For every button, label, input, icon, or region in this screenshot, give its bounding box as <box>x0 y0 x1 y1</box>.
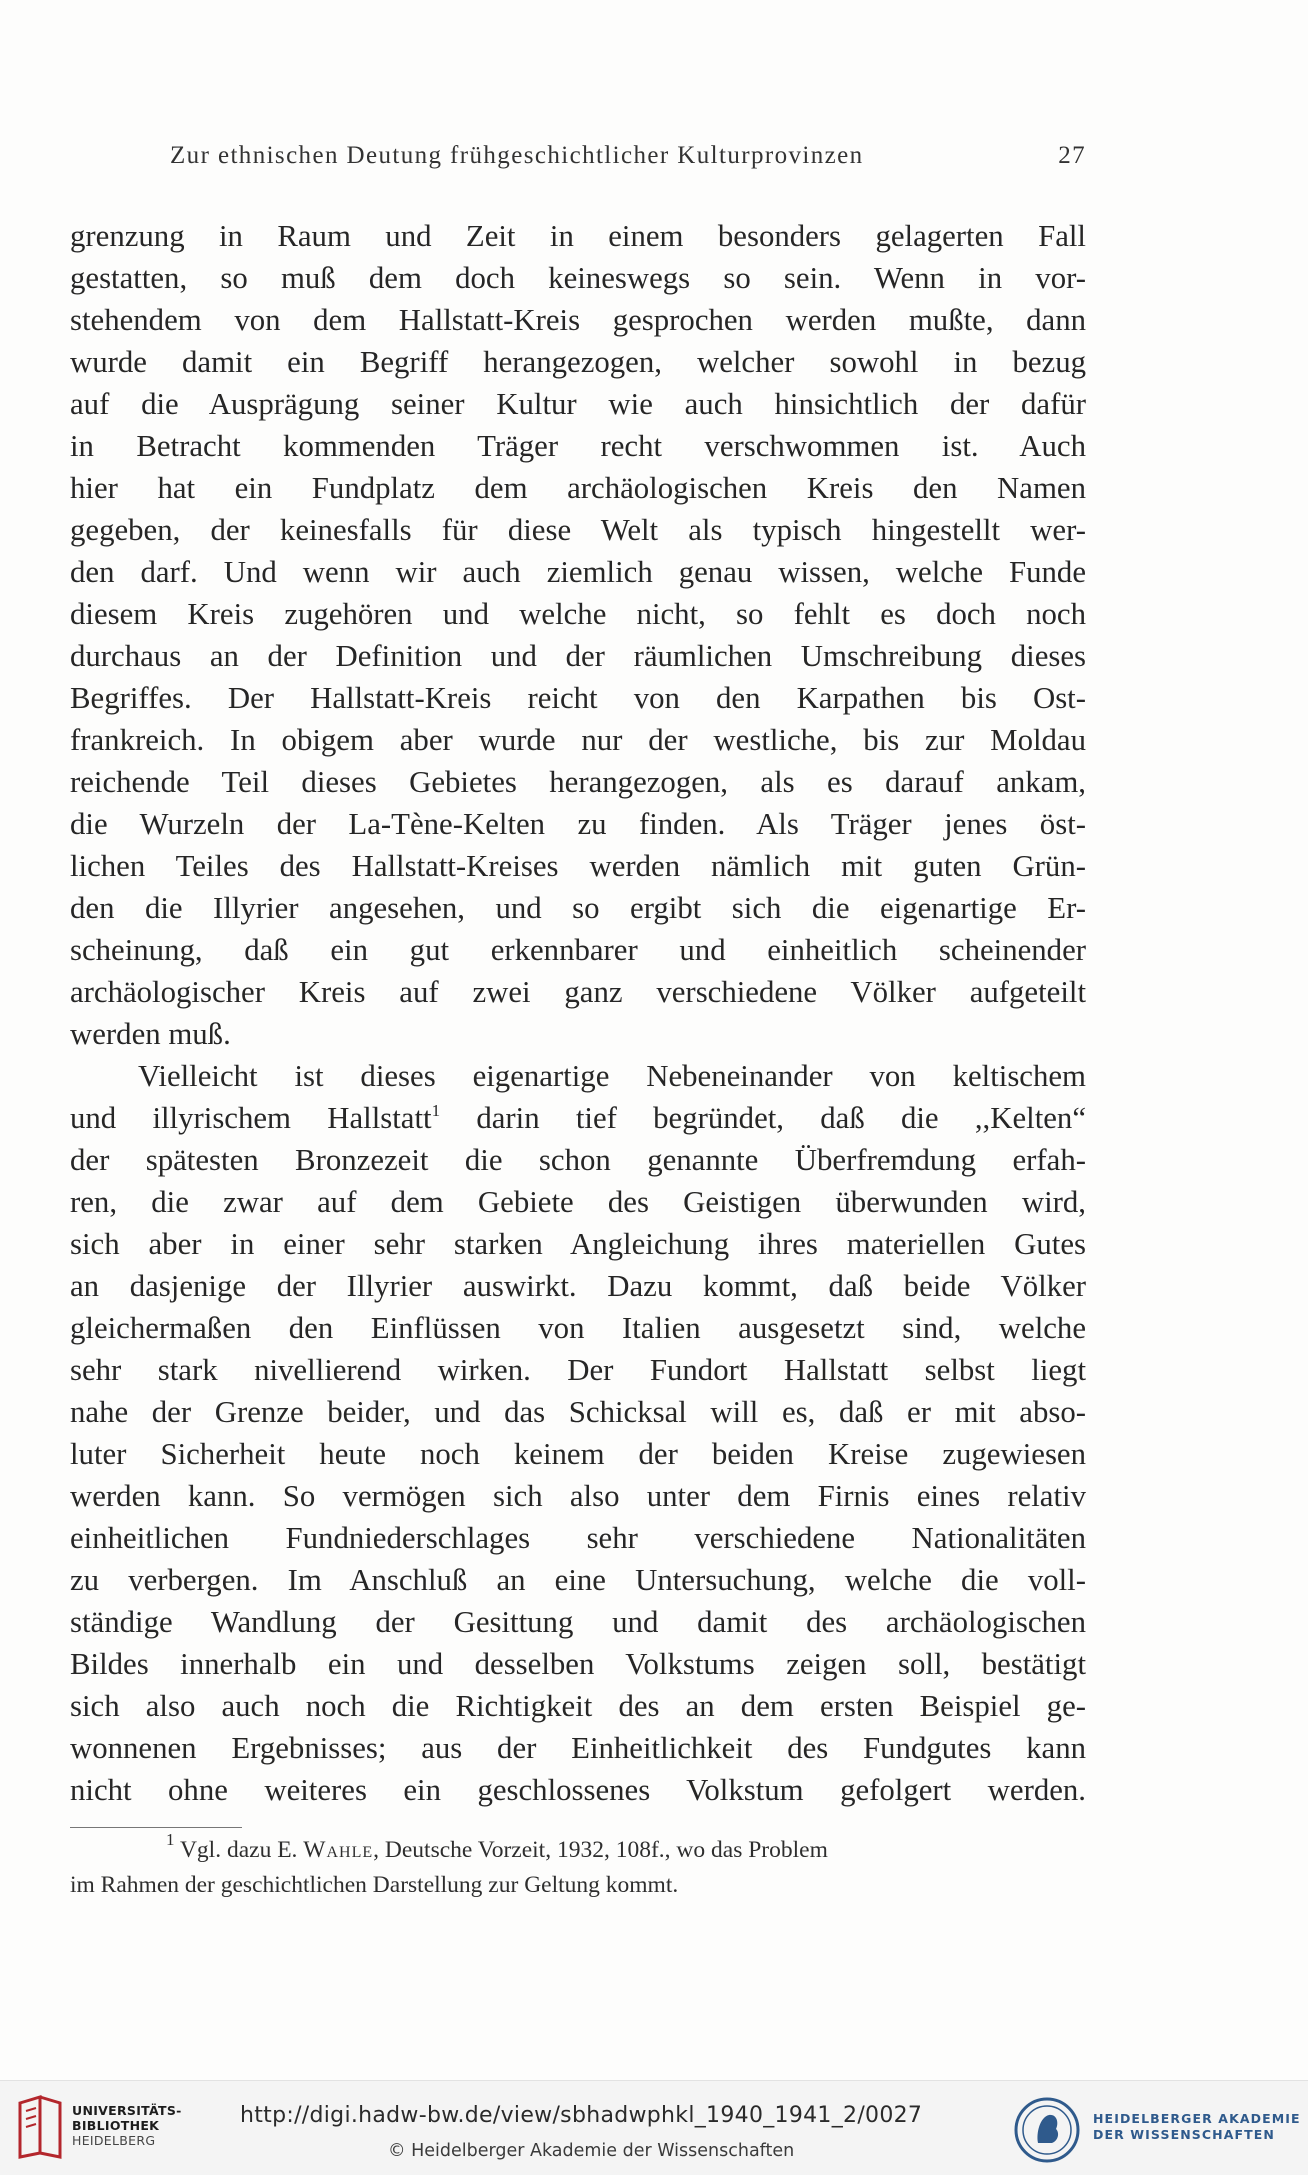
footnote-divider <box>70 1827 242 1828</box>
text-line: luter Sicherheit heute noch keinem der beiden Kreise zugewiesen <box>70 1437 1086 1471</box>
university-library-logo-icon <box>14 2095 66 2159</box>
running-head-title: Zur ethnischen Deutung frühgeschichtlicher Kulturprovinzen <box>170 142 864 169</box>
footnote-line <box>70 1830 1086 1868</box>
text-line: gestatten, so muß dem doch keineswegs so sein. Wenn in vor- <box>70 261 1086 295</box>
text-line: an dasjenige der Illyrier auswirkt. Dazu kommt, daß beide Völker <box>70 1269 1086 1303</box>
text-line: wonnenen Ergebnisses; aus der Einheitlichkeit des Fundgutes kann <box>70 1731 1086 1765</box>
academy-line: HEIDELBERGER AKADEMIE <box>1093 2111 1301 2126</box>
text-line: nahe der Grenze beider, und das Schicksal will es, daß er mit abso- <box>70 1395 1086 1429</box>
footnote-line: im Rahmen der geschichtlichen Darstellung zur Geltung kommt. <box>70 1872 679 1898</box>
text-line: der spätesten Bronzezeit die schon genannte Überfremdung erfah- <box>70 1143 1086 1177</box>
text-line: den die Illyrier angesehen, und so ergibt sich die eigenartige Er- <box>70 891 1086 925</box>
footnote-marker: 1 <box>166 1830 175 1849</box>
footnote-ref: 1 <box>431 1101 441 1120</box>
text-line: einheitlichen Fundniederschlages sehr verschiedene Nationalitäten <box>70 1521 1086 1555</box>
text-line: Bildes innerhalb ein und desselben Volkstums zeigen soll, bestätigt <box>70 1647 1086 1681</box>
page-number: 27 <box>1058 142 1086 169</box>
text-line: in Betracht kommenden Träger recht verschwommen ist. Auch <box>70 429 1086 463</box>
text-line: grenzung in Raum und Zeit in einem besonders gelagerten Fall <box>70 219 1086 253</box>
text-segment: darin tief begründet, daß die ,,Kelten“ <box>476 1101 1086 1135</box>
viewer-footer <box>0 2080 1308 2175</box>
text-line: gegeben, der keinesfalls für diese Welt als typisch hingestellt wer- <box>70 513 1086 547</box>
text-line: sich aber in einer sehr starken Angleichung ihres materiellen Gutes <box>70 1227 1086 1261</box>
text-line: werden muß. <box>70 1017 231 1051</box>
footnote-text: Vgl. dazu E. <box>179 1837 298 1863</box>
footnote-author: Wahle <box>303 1837 374 1863</box>
text-line: auf die Ausprägung seiner Kultur wie auch hinsichtlich der dafür <box>70 387 1086 421</box>
text-line: Begriffes. Der Hallstatt-Kreis reicht von den Karpathen bis Ost- <box>70 681 1086 715</box>
text-line: scheinung, daß ein gut erkennbarer und einheitlich scheinender <box>70 933 1086 967</box>
text-line: sehr stark nivellierend wirken. Der Fundort Hallstatt selbst liegt <box>70 1353 1086 1387</box>
academy-line: DER WISSENSCHAFTEN <box>1093 2127 1275 2142</box>
text-line: lichen Teiles des Hallstatt-Kreises werden nämlich mit guten Grün- <box>70 849 1086 883</box>
text-line: reichende Teil dieses Gebietes herangezogen, als es darauf ankam, <box>70 765 1086 799</box>
text-line: ren, die zwar auf dem Gebiete des Geistigen überwunden wird, <box>70 1185 1086 1219</box>
text-line: durchaus an der Definition und der räumlichen Umschreibung dieses <box>70 639 1086 673</box>
text-line: werden kann. So vermögen sich also unter dem Firnis eines relativ <box>70 1479 1086 1513</box>
footnote <box>70 1830 1086 1903</box>
text-line: sich also auch noch die Richtigkeit des an dem ersten Beispiel ge- <box>70 1689 1086 1723</box>
library-name <box>72 2103 182 2148</box>
text-line: Vielleicht ist dieses eigenartige Nebeneinander von keltischem <box>138 1059 1086 1093</box>
copyright-notice: © Heidelberger Akademie der Wissenschaften <box>388 2141 795 2161</box>
text-line: die Wurzeln der La-Tène-Kelten zu finden. Als Träger jenes öst- <box>70 807 1086 841</box>
text-line: diesem Kreis zugehören und welche nicht, so fehlt es doch noch <box>70 597 1086 631</box>
library-line: UNIVERSITÄTS- <box>72 2103 182 2118</box>
library-line: BIBLIOTHEK <box>72 2118 160 2133</box>
text-line: gleichermaßen den Einflüssen von Italien ausgesetzt sind, welche <box>70 1311 1086 1345</box>
text-line: stehendem von dem Hallstatt-Kreis gesprochen werden mußte, dann <box>70 303 1086 337</box>
text-line: ständige Wandlung der Gesittung und damit des archäologischen <box>70 1605 1086 1639</box>
text-line: zu verbergen. Im Anschluß an eine Untersuchung, welche die voll- <box>70 1563 1086 1597</box>
library-line: HEIDELBERG <box>72 2133 156 2148</box>
text-line: hier hat ein Fundplatz dem archäologischen Kreis den Namen <box>70 471 1086 505</box>
text-line: archäologischer Kreis auf zwei ganz verschiedene Völker aufgeteilt <box>70 975 1086 1009</box>
text-line-with-footnote-ref <box>70 1097 1086 1139</box>
academy-seal-icon <box>1012 2095 1082 2165</box>
text-line: wurde damit ein Begriff herangezogen, welcher sowohl in bezug <box>70 345 1086 379</box>
body-text <box>70 215 1086 1811</box>
footnote-text: , Deutsche Vorzeit, 1932, 108f., wo das Problem <box>373 1837 828 1863</box>
academy-name <box>1093 2111 1301 2143</box>
text-line: frankreich. In obigem aber wurde nur der westliche, bis zur Moldau <box>70 723 1086 757</box>
permalink[interactable]: http://digi.hadw-bw.de/view/sbhadwphkl_1940_1941_2/0027 <box>240 2103 923 2128</box>
text-segment: und illyrischem Hallstatt <box>70 1101 432 1135</box>
text-line: den darf. Und wenn wir auch ziemlich genau wissen, welche Funde <box>70 555 1086 589</box>
text-line: nicht ohne weiteres ein geschlossenes Volkstum gefolgert werden. <box>70 1773 1086 1807</box>
